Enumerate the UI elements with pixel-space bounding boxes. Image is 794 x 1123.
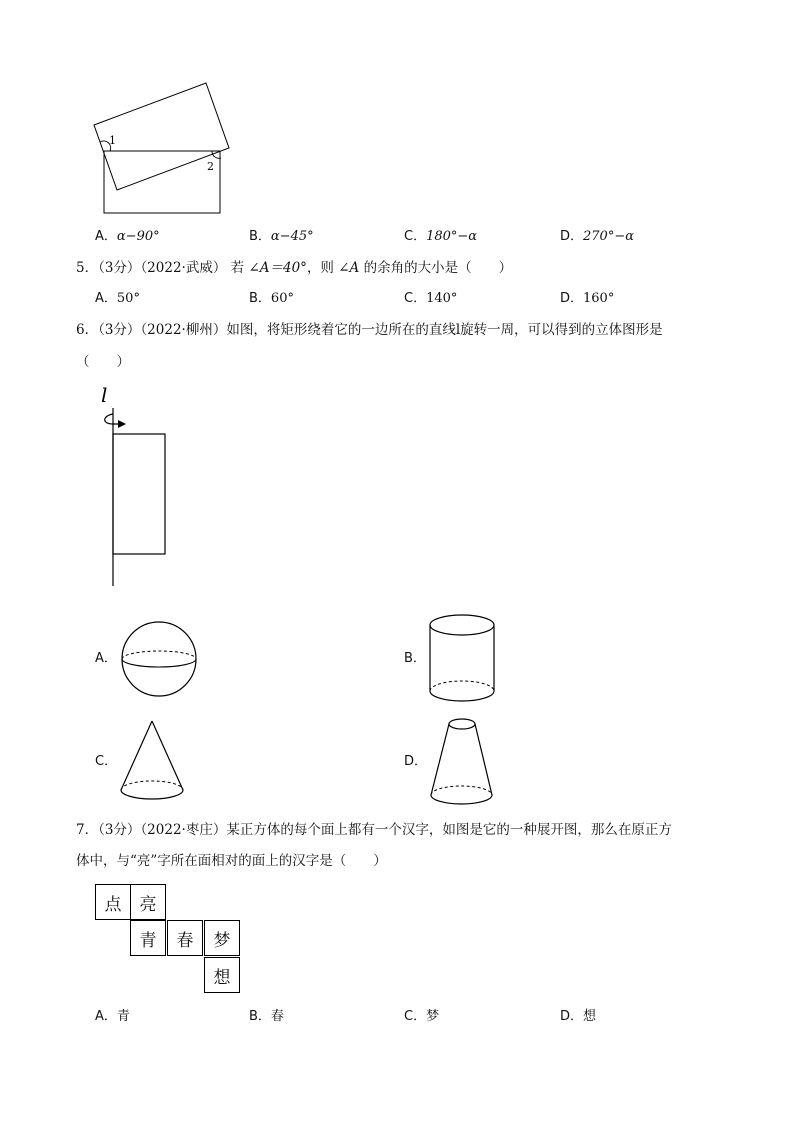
- q6-rectangle: [113, 434, 165, 554]
- q6-stem-text: 如图，将矩形绕着它的一边所在的直线l旋转一周，可以得到的立体图形是: [226, 322, 663, 338]
- q7-score: （3分）: [98, 822, 141, 838]
- net-cell-dian: 点: [95, 884, 131, 920]
- q6-option-b[interactable]: [404, 650, 426, 668]
- q5-option-c-letter: C．: [404, 291, 427, 306]
- q6-axis-label: l: [101, 383, 108, 407]
- q4-option-c-letter: C．: [404, 229, 427, 244]
- q4-option-c[interactable]: [404, 228, 477, 246]
- q5-option-c-text: 140°: [426, 291, 458, 306]
- q7-option-d-letter: D．: [560, 1009, 584, 1024]
- net-cell-chun: 春: [167, 920, 203, 956]
- q5-stem-angle: ∠A＝40°: [248, 260, 307, 276]
- q7-cube-net: [95, 884, 245, 996]
- q5-stem-a: 若: [230, 260, 245, 276]
- q6-option-c[interactable]: [95, 753, 117, 771]
- q4-option-d-letter: D．: [560, 229, 584, 244]
- q6-source: （2022·柳州）: [140, 322, 227, 338]
- frustum-icon: [428, 716, 496, 808]
- q7-option-a-letter: A．: [95, 1009, 117, 1024]
- q7-option-a[interactable]: [95, 1008, 130, 1026]
- q5-option-b[interactable]: [249, 290, 294, 308]
- q7-stem: [76, 820, 672, 840]
- q5-option-d[interactable]: [560, 290, 614, 308]
- q5-score: （3分）: [98, 260, 141, 276]
- q5-option-a[interactable]: [95, 290, 140, 308]
- net-cell-meng: 梦: [204, 920, 240, 956]
- q4-option-b-text: α−45°: [270, 229, 314, 244]
- q6-option-a-letter: A．: [95, 651, 117, 666]
- q6-stem: [76, 320, 663, 340]
- q5-option-c[interactable]: [404, 290, 457, 308]
- q6-figure: [92, 380, 182, 590]
- q6-option-d[interactable]: [404, 753, 427, 771]
- q4-option-a[interactable]: [95, 228, 160, 246]
- q5-option-d-letter: D．: [560, 291, 584, 306]
- q7-option-d[interactable]: [560, 1008, 596, 1026]
- q5-option-d-text: 160°: [583, 291, 615, 306]
- net-cell-xiang: 想: [204, 957, 240, 993]
- q6-option-b-letter: B．: [404, 651, 426, 666]
- sphere-icon: [118, 620, 200, 698]
- net-cell-liang: 亮: [130, 884, 166, 920]
- net-cell-qing: 青: [130, 920, 166, 956]
- q7-stem-line2: 体中，与“亮”字所在面相对的面上的汉字是（ ）: [76, 853, 387, 869]
- q7-option-c-letter: C．: [404, 1009, 427, 1024]
- q7-stem-text: 某正方体的每个面上都有一个汉字，如图是它的一种展开图，那么在原正方: [226, 822, 672, 838]
- q4-option-c-text: 180°−α: [426, 229, 478, 244]
- q4-option-d-text: 270°−α: [583, 229, 634, 244]
- q6-arrow-head: [118, 420, 126, 428]
- q7-option-b-text: 春: [270, 1009, 284, 1024]
- q5-stem-angle2: ∠A: [338, 260, 360, 276]
- q7-source: （2022·枣庄）: [140, 822, 227, 838]
- q7-option-d-text: 想: [583, 1009, 597, 1024]
- q5-stem-c: 的余角的大小是（ ）: [363, 260, 513, 276]
- q7-option-b[interactable]: [249, 1008, 284, 1026]
- q4-option-b-letter: B．: [249, 229, 271, 244]
- q6-option-a[interactable]: [95, 650, 117, 668]
- cylinder-icon: [426, 612, 500, 704]
- cone-icon: [118, 718, 188, 804]
- q5-stem: [76, 258, 512, 278]
- q5-source: （2022·武威）: [140, 260, 227, 276]
- q7-option-c[interactable]: [404, 1008, 439, 1026]
- q7-option-a-text: 青: [116, 1009, 130, 1024]
- q5-stem-b: ，则: [306, 260, 334, 276]
- q7-number: 7．: [76, 822, 99, 838]
- q6-option-c-letter: C．: [95, 754, 118, 769]
- q5-option-b-text: 60°: [270, 291, 294, 306]
- q7-option-b-letter: B．: [249, 1009, 271, 1024]
- q4-lower-rectangle: [104, 151, 220, 213]
- q6-stem-line2: （ ）: [76, 354, 130, 370]
- q5-option-a-text: 50°: [116, 291, 140, 306]
- q5-option-a-letter: A．: [95, 291, 117, 306]
- q5-number: 5．: [76, 260, 99, 276]
- q4-angle-2-label: 2: [207, 160, 214, 173]
- q4-option-a-letter: A．: [95, 229, 117, 244]
- q4-figure: [88, 78, 238, 220]
- q4-option-b[interactable]: [249, 228, 314, 246]
- q6-number: 6．: [76, 322, 99, 338]
- q7-option-c-text: 梦: [426, 1009, 440, 1024]
- q5-option-b-letter: B．: [249, 291, 271, 306]
- q4-angle-1-label: 1: [109, 134, 116, 147]
- q4-option-a-text: α−90°: [116, 229, 160, 244]
- q4-option-d[interactable]: [560, 228, 634, 246]
- q6-option-d-letter: D．: [404, 754, 428, 769]
- q6-score: （3分）: [98, 322, 141, 338]
